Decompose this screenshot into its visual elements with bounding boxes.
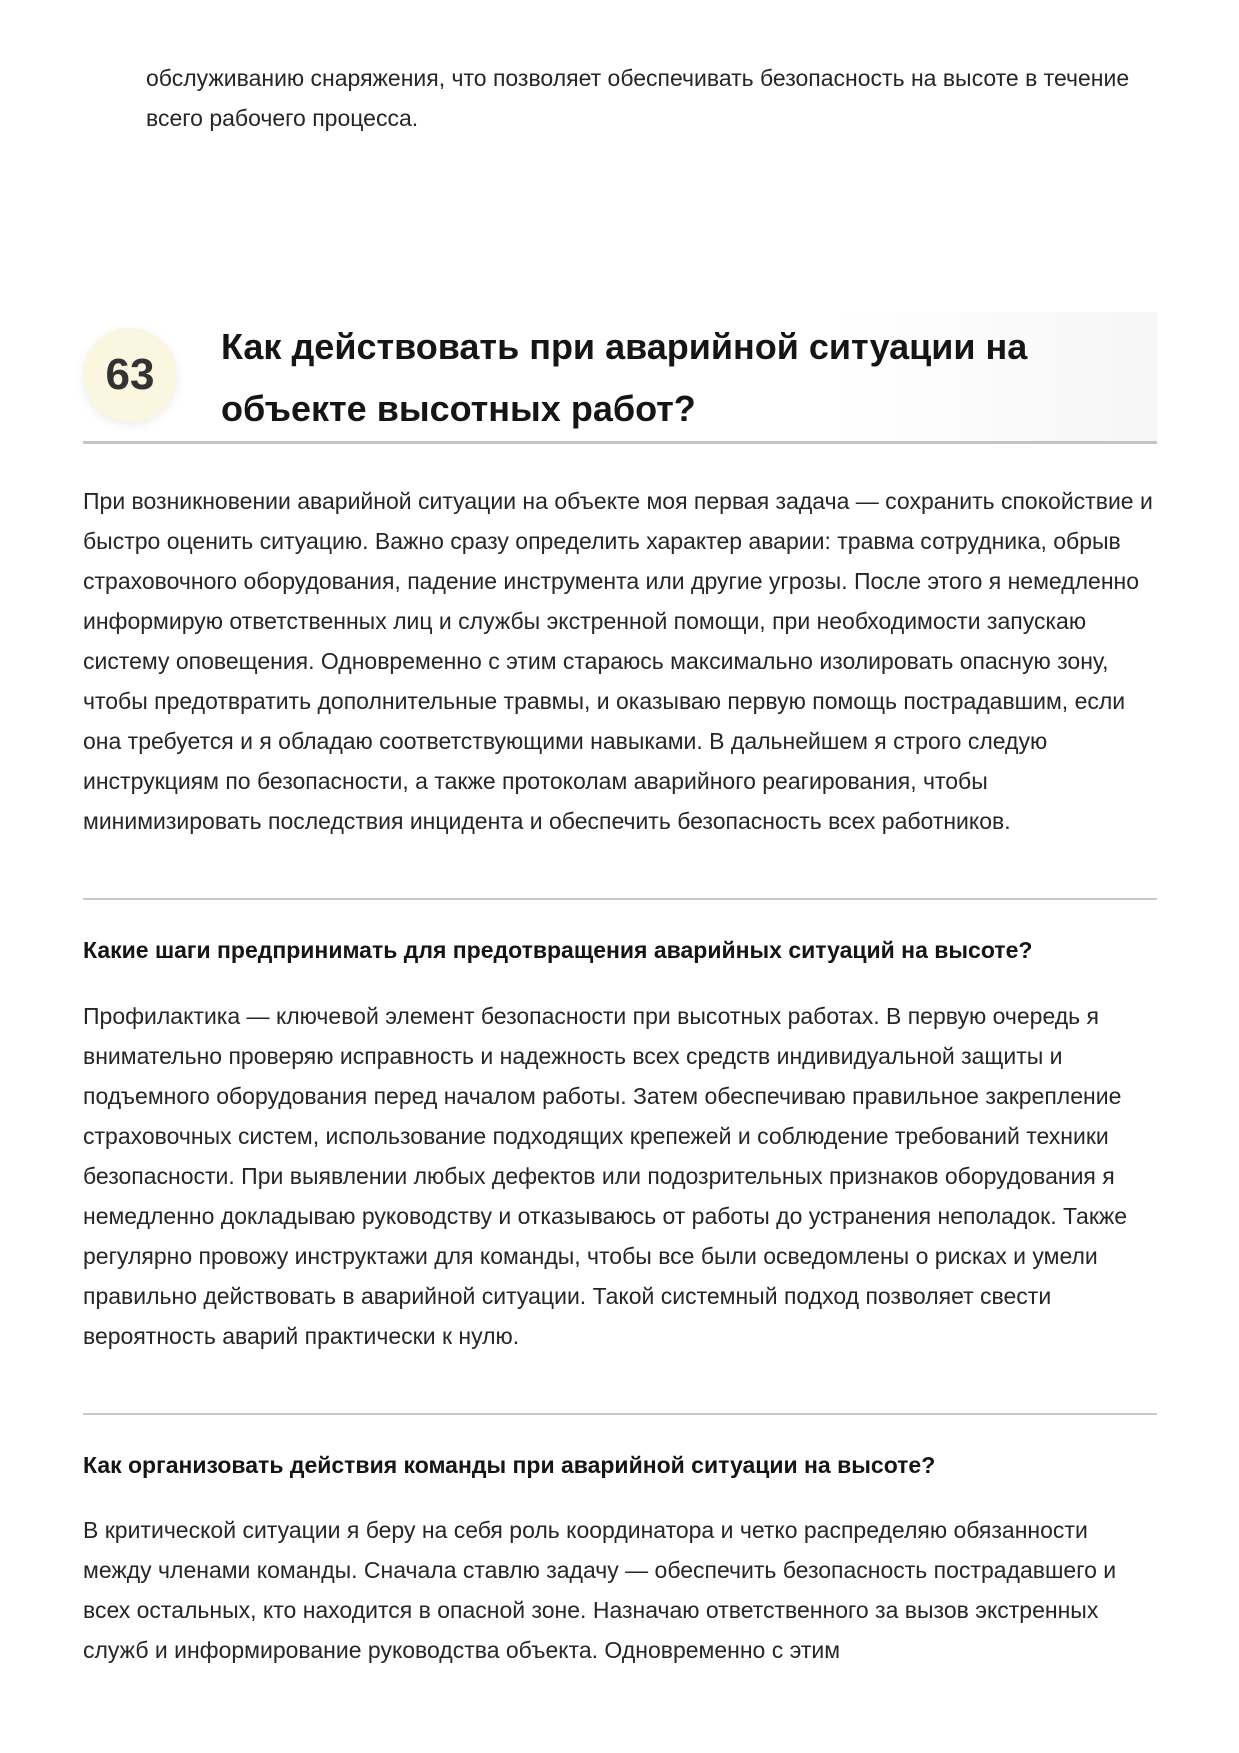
followup-answer-1: Профилактика — ключевой элемент безопасности при высотных работах. В первую очередь я внимательно проверяю исправность и надежность всех средств индивидуальной защиты и подъемного оборудования перед началом работы. Затем обеспечиваю правильное закрепление страховочных систем, использование подходящих крепежей и соблюдение требований техники безопасности. При выявлении любых дефектов или подозрительных признаков оборудования я немедленно докладываю руководству и отказываюсь от работы до устранения неполадок. Также регулярно провожу инструктажи для команды, чтобы все были осведомлены о рисках и умели правильно действовать в аварийной ситуации. Такой системный подход позволяет свести вероятность аварий практически к нулю. (83, 1003, 1128, 1349)
section-divider (83, 1413, 1157, 1415)
question-number-badge: 63 (83, 328, 177, 422)
followup-question-1: Какие шаги предпринимать для предотвращения аварийных ситуаций на высоте? (83, 937, 1033, 963)
followup-answer-2: В критической ситуации я беру на себя роль координатора и четко распределяю обязанности между членами команды. Сначала ставлю задачу — обеспечить безопасность пострадавшего и всех остальных, кто находится в опасной зоне. Назначаю ответственного за вызов экстренных служб и информирование руководства объекта. Одновременно с этим (83, 1517, 1117, 1663)
question-answer: При возникновении аварийной ситуации на объекте моя первая задача — сохранить спокойствие и быстро оценить ситуацию. Важно сразу определить характер аварии: травма сотрудника, обрыв страховочного оборудования, падение инструмента или другие угрозы. После этого я немедленно информирую ответственных лиц и службы экстренной помощи, при необходимости запускаю систему оповещения. Одновременно с этим стараюсь максимально изолировать опасную зону, чтобы предотвратить дополнительные травмы, и оказываю первую помощь пострадавшим, если она требуется и я обладаю соответствующими навыками. В дальнейшем я строго следую инструкциям по безопасности, а также протоколам аварийного реагирования, чтобы минимизировать последствия инцидента и обеспечить безопасность всех работников. (83, 488, 1153, 834)
followup-question-2: Как организовать действия команды при аварийной ситуации на высоте? (83, 1452, 936, 1478)
intro-paragraph: обслуживанию снаряжения, что позволяет обеспечивать безопасность на высоте в течение всего рабочего процесса. (146, 65, 1130, 131)
question-title: Как действовать при аварийной ситуации на объекте высотных работ? (221, 326, 1028, 429)
section-divider (83, 898, 1157, 900)
question-header (83, 312, 1157, 444)
